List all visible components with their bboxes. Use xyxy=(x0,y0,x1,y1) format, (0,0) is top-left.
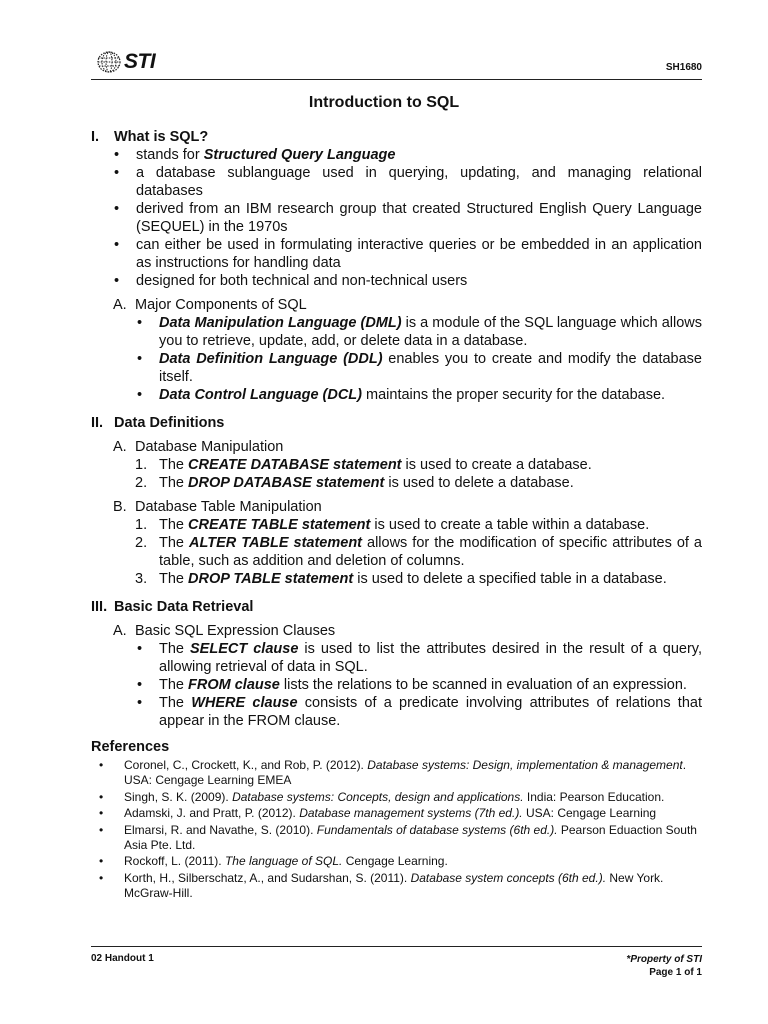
list-item: • Data Manipulation Language (DML) is a module of the SQL language which allows you to retrieve, update, add, or delete data in a database. xyxy=(91,314,702,350)
reference-item: • Rockoff, L. (2011). The language of SQL. Cengage Learning. xyxy=(91,854,702,869)
reference-item: • Korth, H., Silberschatz, A., and Sudarshan, S. (2011). Database system concepts (6th ed.). New York. McGraw-Hill. xyxy=(91,871,702,901)
section-heading: II. Data Definitions xyxy=(91,415,225,431)
page-title: Introduction to SQL xyxy=(308,94,460,111)
reference-item: • Singh, S. K. (2009). Database systems: Concepts, design and applications. India: Pearson Education. xyxy=(91,790,702,805)
document-body xyxy=(91,128,702,902)
footer-right xyxy=(626,953,702,979)
reference-item: • Coronel, C., Crockett, K., and Rob, P. (2012). Database systems: Design, implementation & management. USA: Cengage Learning EMEA xyxy=(91,758,702,788)
list-item: • Data Definition Language (DDL) enables you to create and modify the database itself. xyxy=(91,350,702,386)
subsection-heading: A. Database Manipulation xyxy=(113,439,284,455)
logo-text: STI xyxy=(124,50,156,73)
footer-handout-label: 02 Handout 1 xyxy=(91,953,154,964)
list-item: 1. The CREATE DATABASE statement is used to create a database. xyxy=(135,457,592,473)
list-item: • stands for Structured Query Language xyxy=(91,146,702,164)
list-item: 1. The CREATE TABLE statement is used to create a table within a database. xyxy=(135,517,650,533)
subsection-heading: B. Database Table Manipulation xyxy=(113,499,322,515)
list-item: • The SELECT clause is used to list the attributes desired in the result of a query, allowing retrieval of data in SQL. xyxy=(91,640,702,676)
list-item: • The WHERE clause consists of a predicate involving attributes of relations that appear in the FROM clause. xyxy=(91,694,702,730)
list-item: 3. The DROP TABLE statement is used to delete a specified table in a database. xyxy=(135,571,667,587)
bullet-list xyxy=(91,146,702,290)
footer-divider xyxy=(91,946,702,947)
reference-item: • Adamski, J. and Pratt, P. (2012). Database management systems (7th ed.). USA: Cengage Learning xyxy=(91,806,702,821)
header-divider xyxy=(91,79,702,80)
section-heading: III. Basic Data Retrieval xyxy=(91,599,254,615)
references-list xyxy=(91,758,702,901)
list-item: • derived from an IBM research group that created Structured English Query Language (SEQUEL) in the 1970s xyxy=(91,200,702,236)
list-item: • designed for both technical and non-technical users xyxy=(91,272,702,290)
list-item: • Data Control Language (DCL) maintains the proper security for the database. xyxy=(91,386,702,404)
list-item: • can either be used in formulating interactive queries or be embedded in an application as instructions for handling data xyxy=(91,236,702,272)
list-item: 2. The ALTER TABLE statement allows for the modification of specific attributes of a table, such as addition and deletion of columns. xyxy=(135,535,702,569)
subsection-heading: A. Basic SQL Expression Clauses xyxy=(113,623,336,639)
page-number: Page 1 of 1 xyxy=(649,967,702,978)
bullet-list xyxy=(91,314,702,404)
globe-icon xyxy=(96,50,122,74)
property-label: *Property of STI xyxy=(626,954,702,965)
list-item: 2. The DROP DATABASE statement is used to delete a database. xyxy=(135,475,574,491)
bullet-list xyxy=(91,640,702,730)
sti-logo xyxy=(96,50,155,74)
section-heading: I. What is SQL? xyxy=(91,129,209,145)
subsection-heading: A. Major Components of SQL xyxy=(113,297,307,313)
document-code: SH1680 xyxy=(665,62,702,73)
list-item: • The FROM clause lists the relations to be scanned in evaluation of an expression. xyxy=(91,676,702,694)
list-item: • a database sublanguage used in querying, updating, and managing relational databases xyxy=(91,164,702,200)
references-heading: References xyxy=(91,739,170,755)
reference-item: • Elmarsi, R. and Navathe, S. (2010). Fundamentals of database systems (6th ed.). Pearson Eduaction South Asia Pte. Ltd. xyxy=(91,823,702,853)
